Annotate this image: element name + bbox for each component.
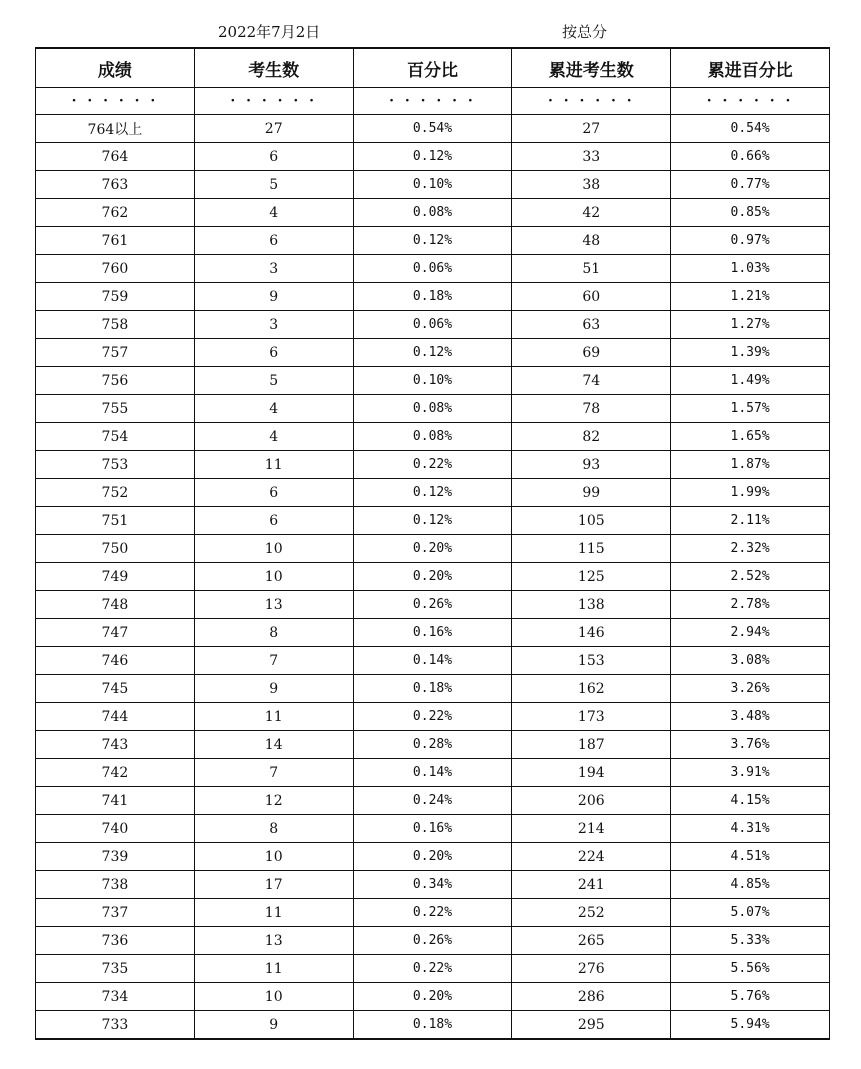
cell-cumulative-percent: 2.52%	[671, 563, 830, 591]
cell-count: 7	[194, 647, 353, 675]
cell-cumulative-count: 42	[512, 199, 671, 227]
cell-count: 27	[194, 115, 353, 143]
column-header-score: 成绩	[36, 48, 195, 88]
cell-score: 744	[36, 703, 195, 731]
cell-score: 743	[36, 731, 195, 759]
cell-cumulative-count: 93	[512, 451, 671, 479]
cell-cumulative-percent: 2.32%	[671, 535, 830, 563]
cell-cumulative-percent: 1.65%	[671, 423, 830, 451]
cell-cumulative-count: 286	[512, 983, 671, 1011]
cell-cumulative-percent: 0.85%	[671, 199, 830, 227]
cell-cumulative-percent: 0.97%	[671, 227, 830, 255]
cell-count: 4	[194, 423, 353, 451]
cell-cumulative-percent: 0.77%	[671, 171, 830, 199]
table-row	[36, 675, 830, 703]
column-header-cumulative-percent: 累进百分比	[671, 48, 830, 88]
cell-cumulative-count: 153	[512, 647, 671, 675]
cell-percent: 0.20%	[353, 983, 512, 1011]
separator-dots: · · · · · ·	[671, 88, 830, 115]
cell-cumulative-percent: 1.49%	[671, 367, 830, 395]
table-row	[36, 927, 830, 955]
cell-cumulative-count: 295	[512, 1011, 671, 1040]
cell-percent: 0.08%	[353, 199, 512, 227]
cell-score: 741	[36, 787, 195, 815]
cell-score: 750	[36, 535, 195, 563]
cell-score: 738	[36, 871, 195, 899]
cell-percent: 0.14%	[353, 647, 512, 675]
score-distribution-table	[35, 47, 830, 1040]
cell-score: 745	[36, 675, 195, 703]
table-row	[36, 311, 830, 339]
cell-cumulative-count: 82	[512, 423, 671, 451]
cell-count: 5	[194, 171, 353, 199]
cell-percent: 0.08%	[353, 395, 512, 423]
table-row	[36, 619, 830, 647]
cell-percent: 0.54%	[353, 115, 512, 143]
cell-cumulative-count: 74	[512, 367, 671, 395]
cell-count: 6	[194, 227, 353, 255]
table-row	[36, 339, 830, 367]
table-row	[36, 703, 830, 731]
cell-cumulative-percent: 1.39%	[671, 339, 830, 367]
cell-score: 764以上	[36, 115, 195, 143]
cell-score: 737	[36, 899, 195, 927]
cell-count: 7	[194, 759, 353, 787]
cell-percent: 0.12%	[353, 227, 512, 255]
cell-cumulative-percent: 5.33%	[671, 927, 830, 955]
cell-cumulative-percent: 3.76%	[671, 731, 830, 759]
cell-cumulative-percent: 4.15%	[671, 787, 830, 815]
table-row	[36, 955, 830, 983]
cell-percent: 0.14%	[353, 759, 512, 787]
cell-count: 10	[194, 535, 353, 563]
cell-cumulative-count: 125	[512, 563, 671, 591]
cell-percent: 0.12%	[353, 507, 512, 535]
cell-percent: 0.16%	[353, 815, 512, 843]
cell-percent: 0.18%	[353, 1011, 512, 1040]
table-row	[36, 507, 830, 535]
cell-count: 9	[194, 1011, 353, 1040]
cell-percent: 0.28%	[353, 731, 512, 759]
cell-count: 17	[194, 871, 353, 899]
cell-score: 752	[36, 479, 195, 507]
cell-score: 755	[36, 395, 195, 423]
cell-cumulative-percent: 4.31%	[671, 815, 830, 843]
separator-dots: · · · · · ·	[194, 88, 353, 115]
separator-dots: · · · · · ·	[512, 88, 671, 115]
cell-cumulative-count: 105	[512, 507, 671, 535]
table-row	[36, 535, 830, 563]
cell-percent: 0.22%	[353, 703, 512, 731]
table-row	[36, 255, 830, 283]
cell-percent: 0.22%	[353, 955, 512, 983]
cell-count: 10	[194, 563, 353, 591]
cell-cumulative-count: 214	[512, 815, 671, 843]
cell-count: 3	[194, 255, 353, 283]
cell-score: 740	[36, 815, 195, 843]
cell-percent: 0.26%	[353, 591, 512, 619]
cell-percent: 0.34%	[353, 871, 512, 899]
cell-score: 742	[36, 759, 195, 787]
cell-count: 9	[194, 283, 353, 311]
cell-count: 13	[194, 927, 353, 955]
table-row	[36, 115, 830, 143]
cell-count: 6	[194, 479, 353, 507]
cell-cumulative-count: 241	[512, 871, 671, 899]
table-body	[36, 115, 830, 1040]
table-row	[36, 171, 830, 199]
cell-percent: 0.18%	[353, 675, 512, 703]
cell-score: 754	[36, 423, 195, 451]
cell-score: 751	[36, 507, 195, 535]
cell-count: 10	[194, 843, 353, 871]
cell-count: 11	[194, 703, 353, 731]
cell-cumulative-percent: 1.87%	[671, 451, 830, 479]
cell-cumulative-percent: 3.48%	[671, 703, 830, 731]
cell-score: 747	[36, 619, 195, 647]
cell-cumulative-percent: 3.91%	[671, 759, 830, 787]
cell-score: 757	[36, 339, 195, 367]
separator-dots: · · · · · ·	[36, 88, 195, 115]
separator-row	[36, 88, 830, 115]
table-row	[36, 899, 830, 927]
cell-percent: 0.06%	[353, 255, 512, 283]
cell-count: 5	[194, 367, 353, 395]
cell-cumulative-percent: 5.76%	[671, 983, 830, 1011]
cell-score: 749	[36, 563, 195, 591]
cell-score: 758	[36, 311, 195, 339]
table-row	[36, 591, 830, 619]
cell-percent: 0.10%	[353, 171, 512, 199]
cell-cumulative-percent: 2.11%	[671, 507, 830, 535]
cell-cumulative-count: 146	[512, 619, 671, 647]
cell-count: 4	[194, 395, 353, 423]
cell-score: 746	[36, 647, 195, 675]
table-row	[36, 227, 830, 255]
cell-cumulative-count: 38	[512, 171, 671, 199]
cell-percent: 0.10%	[353, 367, 512, 395]
cell-count: 6	[194, 143, 353, 171]
cell-count: 11	[194, 451, 353, 479]
cell-cumulative-count: 194	[512, 759, 671, 787]
cell-percent: 0.12%	[353, 143, 512, 171]
cell-count: 6	[194, 339, 353, 367]
cell-score: 739	[36, 843, 195, 871]
cell-cumulative-count: 78	[512, 395, 671, 423]
cell-cumulative-percent: 5.94%	[671, 1011, 830, 1040]
cell-percent: 0.12%	[353, 479, 512, 507]
cell-percent: 0.26%	[353, 927, 512, 955]
cell-cumulative-percent: 1.03%	[671, 255, 830, 283]
table-row	[36, 647, 830, 675]
cell-score: 733	[36, 1011, 195, 1040]
table-row	[36, 367, 830, 395]
table-row	[36, 199, 830, 227]
table-row	[36, 1011, 830, 1040]
cell-score: 753	[36, 451, 195, 479]
cell-count: 9	[194, 675, 353, 703]
cell-cumulative-percent: 1.99%	[671, 479, 830, 507]
cell-cumulative-count: 224	[512, 843, 671, 871]
table-row	[36, 983, 830, 1011]
cell-percent: 0.24%	[353, 787, 512, 815]
cell-score: 762	[36, 199, 195, 227]
cell-count: 14	[194, 731, 353, 759]
cell-cumulative-count: 138	[512, 591, 671, 619]
table-row	[36, 395, 830, 423]
cell-cumulative-count: 265	[512, 927, 671, 955]
cell-percent: 0.16%	[353, 619, 512, 647]
cell-cumulative-count: 69	[512, 339, 671, 367]
column-header-count: 考生数	[194, 48, 353, 88]
cell-percent: 0.06%	[353, 311, 512, 339]
cell-percent: 0.22%	[353, 451, 512, 479]
cell-cumulative-count: 252	[512, 899, 671, 927]
table-row	[36, 759, 830, 787]
table-row	[36, 787, 830, 815]
cell-cumulative-count: 63	[512, 311, 671, 339]
column-header-cumulative-count: 累进考生数	[512, 48, 671, 88]
table-row	[36, 563, 830, 591]
cell-cumulative-count: 115	[512, 535, 671, 563]
cell-score: 736	[36, 927, 195, 955]
cell-score: 734	[36, 983, 195, 1011]
cell-cumulative-count: 48	[512, 227, 671, 255]
cell-count: 8	[194, 815, 353, 843]
cell-score: 756	[36, 367, 195, 395]
table-row	[36, 871, 830, 899]
table-row	[36, 479, 830, 507]
cell-percent: 0.22%	[353, 899, 512, 927]
table-row	[36, 143, 830, 171]
column-header-percent: 百分比	[353, 48, 512, 88]
cell-score: 748	[36, 591, 195, 619]
cell-cumulative-percent: 2.94%	[671, 619, 830, 647]
cell-cumulative-percent: 4.85%	[671, 871, 830, 899]
cell-percent: 0.18%	[353, 283, 512, 311]
cell-cumulative-percent: 3.26%	[671, 675, 830, 703]
cell-cumulative-percent: 3.08%	[671, 647, 830, 675]
cell-cumulative-count: 33	[512, 143, 671, 171]
cell-count: 13	[194, 591, 353, 619]
cell-cumulative-percent: 1.27%	[671, 311, 830, 339]
cell-cumulative-percent: 2.78%	[671, 591, 830, 619]
cell-percent: 0.20%	[353, 843, 512, 871]
cell-score: 760	[36, 255, 195, 283]
cell-cumulative-count: 206	[512, 787, 671, 815]
table-header-row	[36, 48, 830, 88]
cell-cumulative-count: 162	[512, 675, 671, 703]
cell-cumulative-percent: 5.56%	[671, 955, 830, 983]
cell-percent: 0.08%	[353, 423, 512, 451]
table-row	[36, 815, 830, 843]
sort-label: 按总分	[562, 23, 608, 41]
cell-count: 12	[194, 787, 353, 815]
cell-count: 10	[194, 983, 353, 1011]
cell-score: 759	[36, 283, 195, 311]
cell-cumulative-percent: 4.51%	[671, 843, 830, 871]
cell-cumulative-count: 27	[512, 115, 671, 143]
table-row	[36, 731, 830, 759]
table-row	[36, 843, 830, 871]
cell-cumulative-count: 187	[512, 731, 671, 759]
separator-dots: · · · · · ·	[353, 88, 512, 115]
cell-count: 3	[194, 311, 353, 339]
cell-cumulative-count: 173	[512, 703, 671, 731]
cell-cumulative-percent: 0.66%	[671, 143, 830, 171]
cell-score: 735	[36, 955, 195, 983]
cell-cumulative-percent: 5.07%	[671, 899, 830, 927]
table-row	[36, 283, 830, 311]
table-row	[36, 451, 830, 479]
cell-percent: 0.20%	[353, 535, 512, 563]
cell-count: 6	[194, 507, 353, 535]
cell-cumulative-count: 51	[512, 255, 671, 283]
cell-cumulative-percent: 1.57%	[671, 395, 830, 423]
cell-count: 8	[194, 619, 353, 647]
cell-count: 4	[194, 199, 353, 227]
cell-cumulative-count: 60	[512, 283, 671, 311]
cell-cumulative-count: 99	[512, 479, 671, 507]
cell-score: 763	[36, 171, 195, 199]
cell-cumulative-percent: 1.21%	[671, 283, 830, 311]
table-row	[36, 423, 830, 451]
cell-cumulative-percent: 0.54%	[671, 115, 830, 143]
cell-score: 761	[36, 227, 195, 255]
exam-date: 2022年7月2日	[218, 23, 321, 41]
cell-score: 764	[36, 143, 195, 171]
cell-count: 11	[194, 955, 353, 983]
cell-cumulative-count: 276	[512, 955, 671, 983]
cell-count: 11	[194, 899, 353, 927]
cell-percent: 0.12%	[353, 339, 512, 367]
cell-percent: 0.20%	[353, 563, 512, 591]
